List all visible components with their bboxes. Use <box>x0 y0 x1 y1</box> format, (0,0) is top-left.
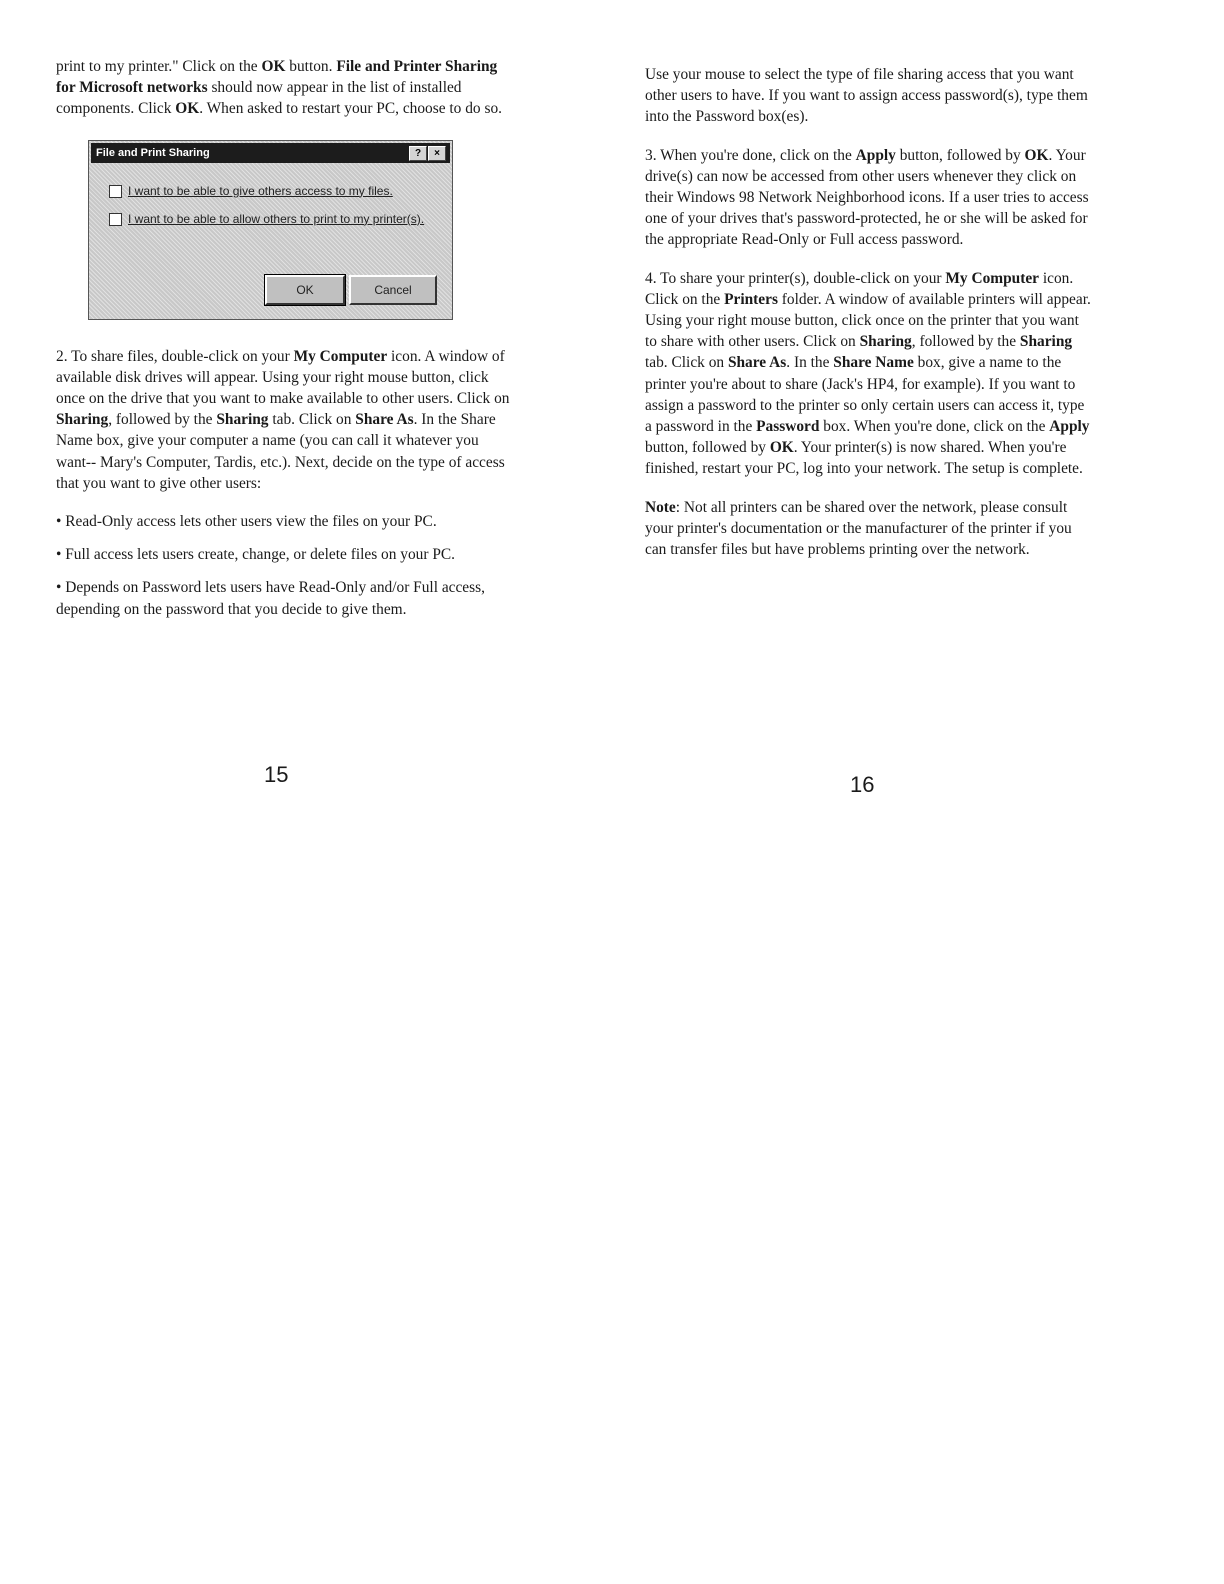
intro-paragraph-right: Use your mouse to select the type of file sharing access that you want other users to have. If you want to assign access password(s), type them into the Password box(es). <box>645 66 1088 126</box>
close-icon[interactable]: × <box>428 146 446 161</box>
page-number-left: 15 <box>264 762 289 787</box>
print-access-option[interactable] <box>109 209 424 230</box>
step-3-paragraph: 3. When you're done, click on the Apply button, followed by OK. Your drive(s) can now be accessed from other users whenever they click on their Windows 98 Network Neighborhood icons. If a user tries to access one of your drives that's password-protected, he or she will be asked for the appropriate Read-Only or Full access password. <box>645 146 1089 249</box>
note-paragraph: Note: Not all printers can be shared over the network, please consult your printer's documentation or the manufacturer of the printer if you can transfer files but have problems printing over the network. <box>645 498 1072 559</box>
dialog-titlebar <box>91 143 450 163</box>
bullet-read-only: • Read-Only access lets other users view the files on your PC. <box>56 513 437 531</box>
file-access-label: I want to be able to give others access to my files. <box>128 183 393 198</box>
bullet-full-access: • Full access lets users create, change, or delete files on your PC. <box>56 546 456 564</box>
cancel-button[interactable]: Cancel <box>349 275 437 305</box>
note-label: Note <box>645 498 676 516</box>
right-column <box>645 64 1093 577</box>
bullet-depends-on-password: • Depends on Password lets users have Read-Only and/or Full access, depending on the password that you decide to give them. <box>56 579 485 618</box>
file-access-option[interactable] <box>109 181 393 202</box>
intro-paragraph: print to my printer." Click on the OK button. File and Printer Sharing for Microsoft networks should now appear in the list of installed components. Click OK. When asked to restart your PC, choose to do so. <box>56 58 502 118</box>
page-number-right: 16 <box>850 772 875 797</box>
ok-button[interactable]: OK <box>265 275 345 305</box>
help-icon[interactable]: ? <box>409 146 427 161</box>
print-access-checkbox[interactable] <box>109 213 122 226</box>
left-column <box>56 56 511 632</box>
step-2-paragraph: 2. To share files, double-click on your My Computer icon. A window of available disk drives will appear. Using your right mouse button, click once on the drive that you want to make available to other users. Click on Sharing, followed by the Sharing tab. Click on Share As. In the Share Name box, give your computer a name (you can call it whatever you want-- Mary's Computer, Tardis, etc.). Next, decide on the type of access that you want to give other users: <box>56 347 510 492</box>
file-access-checkbox[interactable] <box>109 185 122 198</box>
print-access-label: I want to be able to allow others to print to my printer(s). <box>128 211 425 226</box>
dialog-title: File and Print Sharing <box>96 146 210 159</box>
step-4-paragraph: 4. To share your printer(s), double-click on your My Computer icon. Click on the Printers folder. A window of available printers will appear. Using your right mouse button, click once on the printer that you want to share with other users. Click on Sharing, followed by the Sharing tab. Click on Share As. In the Share Name box, give a name to the printer you're about to share (Jack's HP4, for example). If you want to assign a password to the printer so only certain users can access it, type a password in the Password box. When you're done, click on the Apply button, followed by OK. Your printer(s) is now shared. When you're finished, restart your PC, log into your network. The setup is complete. <box>645 269 1091 478</box>
file-print-sharing-dialog <box>88 140 453 320</box>
right-page <box>612 0 1224 1584</box>
